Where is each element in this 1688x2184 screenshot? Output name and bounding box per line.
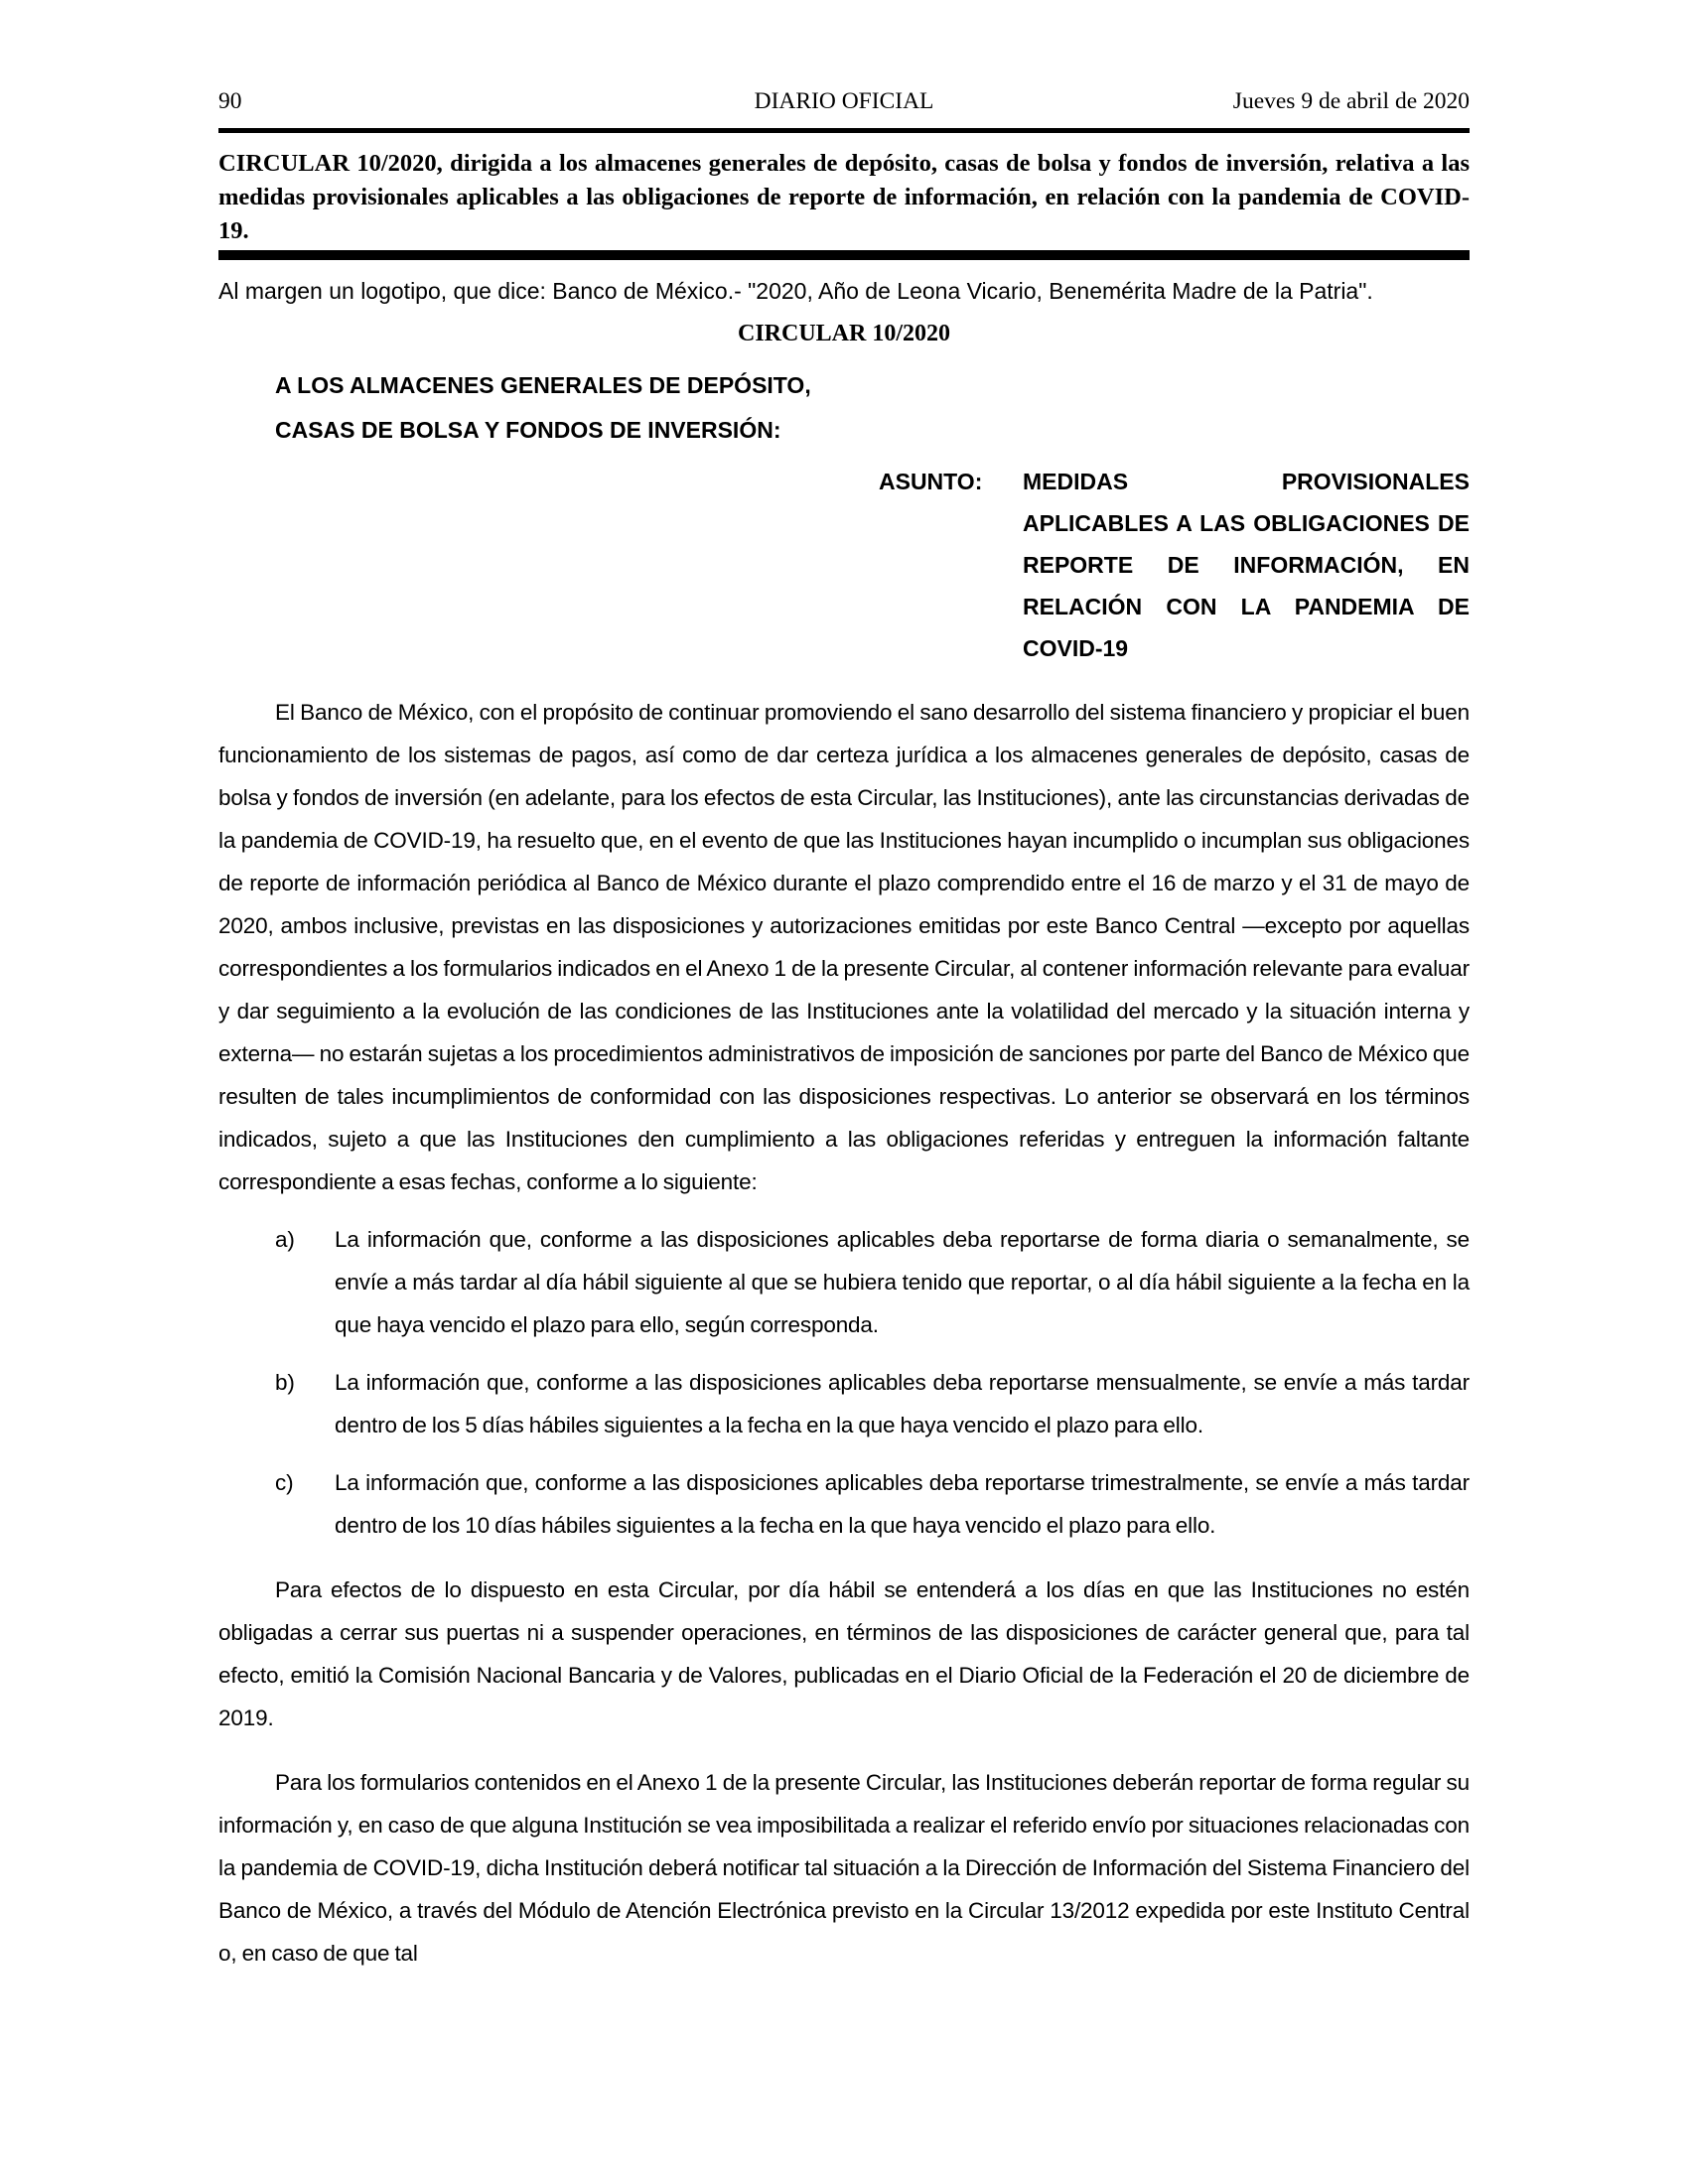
intro-paragraph: El Banco de México, con el propósito de continuar promoviendo el sano desarrollo del sistema financiero y propiciar el buen funcionamiento de los sistemas de pagos, así como de dar certeza jurídica a los almacenes generales de depósito, casas de bolsa y fondos de inversión (en adelante, para los efectos de esta Circular, las Instituciones), ante las circunstancias derivadas de la pandemia de COVID-19, ha resuelto que, en el evento de que las Instituciones hayan incumplido o incumplan sus obligaciones de reporte de información periódica al Banco de México durante el plazo comprendido entre el 16 de marzo y el 31 de mayo de 2020, ambos inclusive, previstas en las disposiciones y autorizaciones emitidas por este Banco Central —excepto por aquellas correspondientes a los formularios indicados en el Anexo 1 de la presente Circular, al contener información relevante para evaluar y dar seguimiento a la evolución de las condiciones de las Instituciones ante la volatilidad del mercado y la situación interna y externa— no estarán sujetas a los procedimientos administrativos de imposición de sanciones por parte del Banco de México que resulten de tales incumplimientos de conformidad con las disposiciones respectivas. Lo anterior se observará en los términos indicados, sujeto a que las Instituciones den cumplimiento a las obligaciones referidas y entreguen la información faltante correspondiente a esas fechas, conforme a lo siguiente: xyxy=(218,700,1470,1194)
addressee-line-2: CASAS DE BOLSA Y FONDOS DE INVERSIÓN: xyxy=(275,417,781,443)
dia-habil-paragraph: Para efectos de lo dispuesto en esta Circular, por día hábil se entenderá a los días en que las Instituciones no estén obligadas a cerrar sus puertas ni a suspender operaciones, en términos de las disposiciones de carácter general que, para tal efecto, emitió la Comisión Nacional Bancaria y de Valores, publicadas en el Diario Oficial de la Federación el 20 de diciembre de 2019. xyxy=(218,1577,1470,1730)
list-text-b: La información que, conforme a las disposiciones aplicables deba reportarse mensualmente, se envíe a más tardar dentro de los 5 días hábiles siguientes a la fecha en la que haya vencido el plazo para ello. xyxy=(335,1370,1470,1437)
circular-heading: CIRCULAR 10/2020 xyxy=(737,321,950,346)
subject-text: MEDIDAS PROVISIONALES APLICABLES A LAS OBLIGACIONES DE REPORTE DE INFORMACIÓN, EN RELACIÓN CON LA PANDEMIA DE COVID-19 xyxy=(1023,469,1470,661)
page-header xyxy=(218,87,1470,115)
list-text-a: La información que, conforme a las disposiciones aplicables deba reportarse de forma diaria o semanalmente, se envíe a más tardar al día hábil siguiente al que se hubiera tenido que reportar, o al día hábil siguiente a la fecha en la que haya vencido el plazo para ello, según corresponda. xyxy=(335,1227,1470,1337)
list-marker-b: b) xyxy=(275,1370,295,1395)
page-number: 90 xyxy=(218,88,242,114)
document-title: CIRCULAR 10/2020, dirigida a los almacenes generales de depósito, casas de bolsa y fondos de inversión, relativa a las medidas provisionales aplicables a las obligaciones de reporte de información, en relación con la pandemia de COVID-19. xyxy=(218,150,1470,244)
list-item-b xyxy=(218,1361,1470,1446)
list-item-a xyxy=(218,1218,1470,1346)
subject-label: ASUNTO: xyxy=(879,469,983,494)
item-list xyxy=(218,1218,1470,1547)
list-marker-a: a) xyxy=(275,1227,295,1252)
title-thick-rule xyxy=(218,250,1470,260)
list-text-c: La información que, conforme a las disposiciones aplicables deba reportarse trimestralmente, se envíe a más tardar dentro de los 10 días hábiles siguientes a la fecha en la que haya vencido el plazo para ello. xyxy=(335,1470,1470,1538)
subject-block xyxy=(879,461,1470,669)
header-date: Jueves 9 de abril de 2020 xyxy=(1232,88,1470,114)
addressee-line-1: A LOS ALMACENES GENERALES DE DEPÓSITO, xyxy=(275,372,811,398)
header-title: DIARIO OFICIAL xyxy=(754,88,934,114)
header-double-rule xyxy=(218,128,1470,133)
margin-note: Al margen un logotipo, que dice: Banco de México.- "2020, Año de Leona Vicario, Benemérita Madre de la Patria". xyxy=(218,278,1373,304)
list-item-c xyxy=(218,1461,1470,1547)
anexo-paragraph: Para los formularios contenidos en el Anexo 1 de la presente Circular, las Instituciones deberán reportar de forma regular su información y, en caso de que alguna Institución se vea imposibilitada a realizar el referido envío por situaciones relacionadas con la pandemia de COVID-19, dicha Institución deberá notificar tal situación a la Dirección de Información del Sistema Financiero del Banco de México, a través del Módulo de Atención Electrónica previsto en la Circular 13/2012 expedida por este Instituto Central o, en caso de que tal xyxy=(218,1770,1470,1966)
list-marker-c: c) xyxy=(275,1470,294,1495)
